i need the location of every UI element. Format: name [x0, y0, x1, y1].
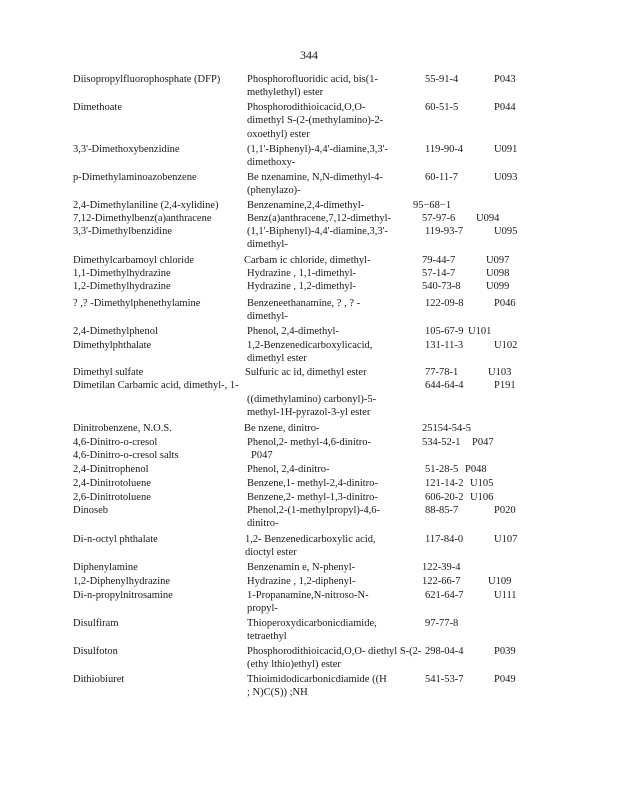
cas-number: 57-14-7	[422, 268, 456, 279]
cas-number: 105-67-9	[425, 326, 464, 337]
synonym: (1,1'-Biphenyl)-4,4'-diamine,3,3'- dimethoxy-	[247, 144, 391, 169]
synonym: 1-Propanamine,N-nitroso-N- propyl-	[247, 590, 372, 615]
cas-number: 122-66-7	[422, 576, 461, 587]
cas-number: 644-64-4	[425, 380, 464, 391]
chemical-name: 2,4-Dinitrotoluene	[73, 478, 151, 489]
waste-code: U105	[470, 478, 494, 489]
chemical-name: Dimethylcarbamoyl chloride	[73, 255, 195, 266]
chemical-name: 2,4-Dinitrophenol	[73, 464, 149, 475]
synonym: Phenol,2- methyl-4,6-dinitro-	[247, 437, 371, 448]
synonym: Phenol, 2,4-dimethyl-	[247, 326, 339, 337]
chemical-name: Dinitrobenzene, N.O.S.	[73, 423, 172, 434]
waste-code: U091	[494, 144, 518, 155]
waste-code: U103	[488, 367, 512, 378]
synonym: Phenol,2-(1-methylpropyl)-4,6- dinitro-	[247, 505, 383, 530]
chemical-name: Di-n-propylnitrosamine	[73, 590, 173, 601]
chemical-name: 4,6-Dinitro-o-cresol salts	[73, 450, 179, 461]
cas-number: 79-44-7	[422, 255, 456, 266]
waste-code: U098	[486, 268, 510, 279]
chemical-name: Diphenylamine	[73, 562, 138, 573]
waste-code: P191	[494, 380, 516, 391]
waste-code: P044	[494, 102, 516, 113]
cas-number: 541-53-7	[425, 674, 464, 685]
cas-number: 119-90-4	[425, 144, 464, 155]
waste-code: P020	[494, 505, 516, 516]
chemical-name: Dimetilan Carbamic acid, dimethyl-, 1-	[73, 380, 239, 391]
cas-number: 25154-54-5	[422, 423, 471, 434]
waste-code: U094	[476, 213, 500, 224]
waste-code: P047	[251, 450, 273, 461]
cas-number: 121-14-2	[425, 478, 464, 489]
chemical-name: 2,4-Dimethylaniline (2,4-xylidine)	[73, 200, 219, 211]
waste-code: P048	[465, 464, 487, 475]
cas-number: 131-11-3	[425, 340, 464, 351]
chemical-name: ? ,? -Dimethylphenethylamine	[73, 298, 201, 309]
chemical-name: Dinoseb	[73, 505, 108, 516]
synonym: Thioperoxydicarbonicdiamide, tetraethyl	[247, 618, 380, 643]
synonym: Benzeneethanamine, ? , ? - dimethyl-	[247, 298, 363, 323]
cas-number: 540-73-8	[422, 281, 461, 292]
chemical-name: 3,3'-Dimethoxybenzidine	[73, 144, 180, 155]
synonym: Benzenamine,2,4-dimethyl-	[247, 200, 365, 211]
synonym: Phosphorodithioicacid,O,O- dimethyl S-(2-(methylamino)-2- oxoethyl) ester	[247, 102, 386, 140]
waste-code: U093	[494, 172, 518, 183]
synonym: Hydrazine , 1,2-dimethyl-	[247, 281, 357, 292]
chemical-name: Dimethyl sulfate	[73, 367, 144, 378]
synonym: Benzene,1- methyl-2,4-dinitro-	[247, 478, 378, 489]
cas-number: 60-51-5	[425, 102, 459, 113]
cas-number: 77-78-1	[425, 367, 459, 378]
cas-number: 621-64-7	[425, 590, 464, 601]
chemical-name: 3,3'-Dimethylbenzidine	[73, 226, 172, 237]
waste-code: U109	[488, 576, 512, 587]
synonym: Be nzenamine, N,N-dimethyl-4- (phenylazo)-	[247, 172, 386, 197]
chemical-name: 1,1-Dimethylhydrazine	[73, 268, 171, 279]
chemical-name: Disulfoton	[73, 646, 118, 657]
chemical-name: Diisopropylfluorophosphate (DFP)	[73, 74, 221, 85]
synonym: Benzenamin e, N-phenyl-	[247, 562, 356, 573]
chemical-name: Dithiobiuret	[73, 674, 125, 685]
page-number: 344	[300, 48, 318, 62]
cas-number: 298-04-4	[425, 646, 464, 657]
cas-number: 57-97-6	[422, 213, 456, 224]
synonym: Phenol, 2,4-dinitro-	[247, 464, 330, 475]
waste-code: U102	[494, 340, 518, 351]
cas-number: 606-20-2	[425, 492, 464, 503]
waste-code: P039	[494, 646, 516, 657]
chemical-name: Dimethoate	[73, 102, 122, 113]
cas-number: 88-85-7	[425, 505, 459, 516]
cas-number: 60-11-7	[425, 172, 458, 183]
cas-number: 55-91-4	[425, 74, 459, 85]
chemical-name: 4,6-Dinitro-o-cresol	[73, 437, 158, 448]
cas-number: 97-77-8	[425, 618, 459, 629]
cas-number: 117-84-0	[425, 534, 464, 545]
synonym: Thioimidodicarbonicdiamide ((H ; N)C(S)) ;NH	[247, 674, 390, 699]
chemical-name: Di-n-octyl phthalate	[73, 534, 158, 545]
chemical-name: 2,4-Dimethylphenol	[73, 326, 158, 337]
chemical-name: Dimethylphthalate	[73, 340, 152, 351]
waste-code: U099	[486, 281, 510, 292]
chemical-name: 1,2-Dimethylhydrazine	[73, 281, 171, 292]
synonym: ((dimethylamino) carbonyl)-5- methyl-1H-pyrazol-3-yl ester	[247, 394, 379, 419]
synonym: (1,1'-Biphenyl)-4,4'-diamine,3,3'- dimethyl-	[247, 226, 391, 251]
cas-number: 122-39-4	[422, 562, 461, 573]
synonym: 1,2-Benzenedicarboxylicacid, dimethyl ester	[247, 340, 375, 365]
synonym: Phosphorodithioicacid,O,O- diethyl S-(2-(ethy lthio)ethyl) ester	[247, 646, 422, 671]
cas-number: 119-93-7	[425, 226, 464, 237]
synonym: Be nzene, dinitro-	[244, 423, 320, 434]
cas-number: 122-09-8	[425, 298, 464, 309]
chemical-name: 1,2-Diphenylhydrazine	[73, 576, 171, 587]
synonym: 1,2- Benzenedicarboxylic acid, dioctyl ester	[245, 534, 379, 559]
waste-code: P046	[494, 298, 516, 309]
chemical-name: 2,6-Dinitrotoluene	[73, 492, 151, 503]
synonym: Carbam ic chloride, dimethyl-	[244, 255, 371, 266]
waste-code: U106	[470, 492, 494, 503]
waste-code: U095	[494, 226, 518, 237]
synonym: Phosphorofluoridic acid, bis(1- methylethyl) ester	[247, 74, 381, 99]
waste-code: P047	[472, 437, 494, 448]
synonym: Hydrazine , 1,1-dimethyl-	[247, 268, 357, 279]
synonym: Benzene,2- methyl-1,3-dinitro-	[247, 492, 378, 503]
synonym: Sulfuric ac id, dimethyl ester	[245, 367, 367, 378]
chemical-name: 7,12-Dimethylbenz(a)anthracene	[73, 213, 212, 224]
chemical-name: p-Dimethylaminoazobenzene	[73, 172, 197, 183]
waste-code: U101	[468, 326, 492, 337]
synonym: Benz(a)anthracene,7,12-dimethyl-	[247, 213, 392, 224]
synonym: Hydrazine , 1,2-diphenyl-	[247, 576, 356, 587]
cas-number: 51-28-5	[425, 464, 459, 475]
waste-code: P043	[494, 74, 516, 85]
waste-code: U107	[494, 534, 518, 545]
waste-code: P049	[494, 674, 516, 685]
cas-number: 95−68−1	[413, 200, 452, 211]
cas-number: 534-52-1	[422, 437, 461, 448]
chemical-name: Disulfiram	[73, 618, 119, 629]
waste-code: U097	[486, 255, 510, 266]
waste-code: U111	[494, 590, 517, 601]
